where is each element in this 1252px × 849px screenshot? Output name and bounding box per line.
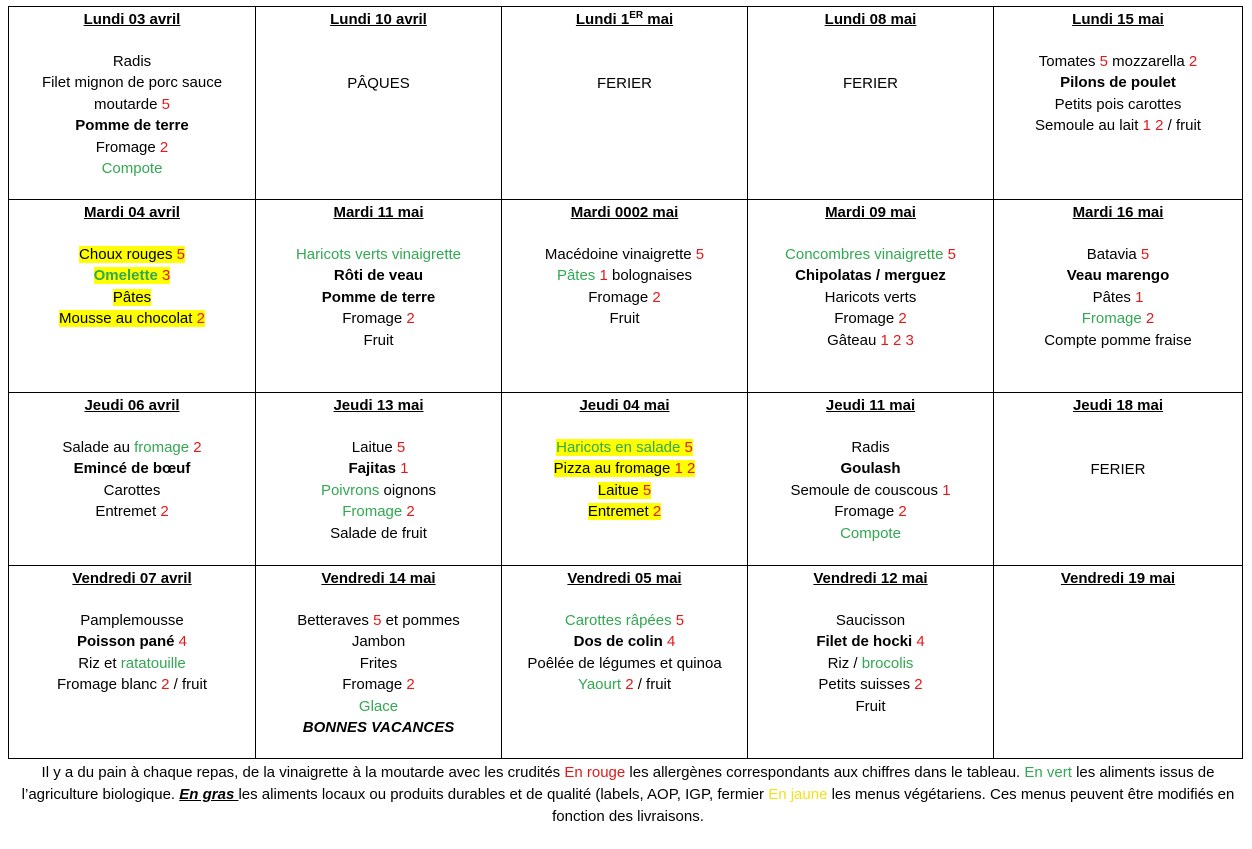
menu-item: Carottes râpées 5 bbox=[564, 611, 685, 629]
menu-cell bbox=[9, 200, 256, 393]
holiday-label: FERIER bbox=[842, 74, 898, 92]
day-heading: Mardi 11 mai bbox=[333, 204, 424, 221]
menu-item: Radis bbox=[851, 438, 890, 456]
menu-item: Batavia 5 bbox=[1086, 245, 1150, 263]
menu-cell bbox=[748, 200, 994, 393]
menu-item: Riz et ratatouille bbox=[78, 654, 186, 672]
menu-cell bbox=[994, 200, 1243, 393]
menu-item: Fromage blanc 2 / fruit bbox=[56, 676, 208, 693]
menu-item: Choux rouges 5 bbox=[79, 245, 185, 263]
menu-item: Laitue 5 bbox=[597, 481, 652, 499]
menu-item: Fromage 2 bbox=[95, 138, 169, 156]
day-heading: Jeudi 18 mai bbox=[1072, 397, 1164, 414]
menu-item: Fruit bbox=[363, 331, 394, 349]
menu-item: Haricots verts bbox=[824, 288, 917, 306]
day-heading: Mardi 09 mai bbox=[825, 204, 916, 221]
day-heading: Vendredi 19 mai bbox=[1060, 570, 1176, 587]
menu-item: moutarde 5 bbox=[94, 95, 170, 113]
menu-item: Fromage 2 bbox=[588, 288, 661, 306]
menu-item: Compote bbox=[840, 524, 901, 542]
menu-row-jeudi bbox=[9, 393, 1243, 566]
menu-item: Compte pomme fraise bbox=[1044, 331, 1192, 349]
menu-item: Betteraves 5 et pommes bbox=[297, 611, 460, 629]
day-heading: Vendredi 14 mai bbox=[321, 570, 436, 587]
menu-cell bbox=[256, 200, 502, 393]
menu-cell bbox=[502, 393, 748, 566]
day-heading: Jeudi 13 mai bbox=[333, 397, 424, 414]
day-heading: Jeudi 06 avril bbox=[84, 397, 180, 414]
menu-cell bbox=[748, 566, 994, 759]
menu-item: Filet mignon de porc sauce bbox=[41, 74, 223, 91]
menu-item: Semoule au lait 1 2 / fruit bbox=[1035, 117, 1201, 134]
menu-item: Glace bbox=[358, 697, 399, 715]
menu-cell bbox=[9, 7, 256, 200]
menu-item: Fromage 2 bbox=[834, 310, 907, 327]
menu-cell bbox=[502, 566, 748, 759]
menu-item: Petits suisses 2 bbox=[818, 676, 923, 693]
menu-item: Frites bbox=[359, 654, 398, 672]
menu-cell bbox=[748, 393, 994, 566]
menu-item: Entremet 2 bbox=[95, 503, 169, 520]
menu-item: Salade au fromage 2 bbox=[62, 438, 202, 456]
menu-item: Saucisson bbox=[835, 611, 906, 629]
legend-yellow: En jaune bbox=[768, 786, 828, 803]
menu-item: Goulash bbox=[840, 460, 901, 477]
day-heading: Mardi 04 avril bbox=[84, 204, 180, 221]
allergen-code: 5 bbox=[161, 95, 170, 113]
holiday-label: FERIER bbox=[596, 74, 652, 92]
menu-item: Petits pois carottes bbox=[1054, 95, 1182, 113]
menu-cell bbox=[9, 393, 256, 566]
menu-item: Carottes bbox=[103, 481, 161, 499]
holiday-label: FERIER bbox=[1090, 460, 1146, 478]
menu-item: Fromage 2 bbox=[342, 310, 415, 327]
menu-cell bbox=[256, 7, 502, 200]
menu-item: Fruit bbox=[609, 310, 640, 327]
menu-item: Mousse au chocolat 2 bbox=[59, 310, 205, 327]
menu-item: Yaourt 2 / fruit bbox=[577, 676, 672, 693]
day-heading: Vendredi 12 mai bbox=[813, 570, 928, 587]
menu-cell bbox=[994, 566, 1243, 759]
menu-row-mardi bbox=[9, 200, 1243, 393]
menu-item: Fromage 2 bbox=[342, 503, 415, 520]
menu-item: Poêlée de légumes et quinoa bbox=[527, 654, 722, 672]
menu-cell bbox=[994, 393, 1243, 566]
menu-cell bbox=[502, 7, 748, 200]
menu-row-lundi bbox=[9, 7, 1243, 200]
menu-item: Filet de hocki 4 bbox=[816, 633, 925, 650]
menu-cell bbox=[9, 566, 256, 759]
menu-row-vendredi bbox=[9, 566, 1243, 759]
menu-item: Riz / brocolis bbox=[827, 654, 914, 672]
menu-item: Fromage 2 bbox=[834, 503, 907, 520]
legend-bold: En gras bbox=[179, 786, 239, 803]
menu-item: Jambon bbox=[351, 633, 406, 650]
menu-item: Chipolatas / merguez bbox=[795, 267, 946, 284]
menu-cell bbox=[748, 7, 994, 200]
menu-item: Haricots en salade 5 bbox=[556, 438, 693, 456]
menu-item: Poisson pané 4 bbox=[76, 633, 188, 650]
menu-cell bbox=[256, 393, 502, 566]
menu-item: Pâtes 1 bolognaises bbox=[556, 267, 693, 284]
menu-cell bbox=[256, 566, 502, 759]
menu-cell bbox=[502, 200, 748, 393]
menu-item: Tomates 5 mozzarella 2 bbox=[1038, 52, 1198, 70]
day-heading: Jeudi 04 mai bbox=[579, 397, 670, 414]
holiday-label: PÂQUES bbox=[347, 74, 410, 92]
menu-item: Fruit bbox=[855, 697, 886, 715]
menu-item: Rôti de veau bbox=[333, 267, 424, 284]
menu-item: Gâteau 1 2 3 bbox=[827, 331, 914, 349]
menu-item: Fromage 2 bbox=[342, 676, 415, 693]
menu-item: Pamplemousse bbox=[80, 611, 184, 629]
menu-item: Macédoine vinaigrette 5 bbox=[544, 245, 705, 263]
menu-item: Salade de fruit bbox=[330, 524, 427, 542]
menu-item: Omelette 3 bbox=[93, 267, 171, 284]
menu-item: Pilons de poulet bbox=[1060, 74, 1176, 91]
menu-item: Dos de colin 4 bbox=[573, 633, 676, 650]
menu-item: Pomme de terre bbox=[321, 288, 436, 306]
legend-green: En vert bbox=[1024, 764, 1072, 781]
menu-item: Pâtes bbox=[112, 288, 152, 306]
menu-item: Radis bbox=[112, 52, 152, 70]
menu-item: Entremet 2 bbox=[587, 503, 662, 520]
day-heading: Mardi 0002 mai bbox=[570, 204, 679, 221]
menu-item: Concombres vinaigrette 5 bbox=[785, 245, 956, 263]
day-heading: Lundi 03 avril bbox=[83, 11, 181, 28]
day-heading: Lundi 1ER mai bbox=[575, 10, 674, 28]
day-heading: Lundi 10 avril bbox=[330, 11, 427, 28]
day-heading: Vendredi 07 avril bbox=[72, 570, 192, 587]
day-heading: Vendredi 05 mai bbox=[567, 570, 682, 587]
menu-item: Fajitas 1 bbox=[348, 460, 409, 477]
day-heading: Mardi 16 mai bbox=[1072, 204, 1164, 221]
menu-table bbox=[8, 6, 1243, 759]
allergen-code: 2 bbox=[159, 138, 169, 156]
menu-item: Pomme de terre bbox=[75, 117, 189, 134]
menu-item: Haricots verts vinaigrette bbox=[295, 245, 462, 263]
menu-item: Poivrons oignons bbox=[320, 481, 437, 499]
menu-cell bbox=[994, 7, 1243, 200]
menu-item: Veau marengo bbox=[1066, 267, 1170, 284]
legend-note: Il y a du pain à chaque repas, de la vinaigrette à la moutarde avec les crudités En rouge les allergènes correspondants aux chiffres dans le tableau. En vert les aliments issus de l’agriculture biologique. En gras les aliments locaux ou produits durables et de qualité (labels, AOP, IGP, fermier En jaune les menus végétariens. Ces menus peuvent être modifiés en fonction des livraisons. bbox=[21, 764, 1235, 825]
menu-item: Compote bbox=[101, 160, 163, 177]
menu-item: Pizza au fromage 1 2 bbox=[553, 460, 696, 477]
menu-item: Fromage 2 bbox=[1081, 310, 1155, 327]
holiday-message: BONNES VACANCES bbox=[302, 719, 455, 736]
menu-item: Emincé de bœuf bbox=[73, 460, 191, 477]
legend-red: En rouge bbox=[564, 764, 626, 781]
day-heading: Lundi 15 mai bbox=[1072, 11, 1164, 28]
menu-item: Semoule de couscous 1 bbox=[790, 481, 951, 499]
day-heading: Lundi 08 mai bbox=[824, 11, 917, 28]
day-heading: Jeudi 11 mai bbox=[825, 397, 916, 414]
menu-item: Pâtes 1 bbox=[1092, 288, 1144, 306]
menu-item: Laitue 5 bbox=[351, 438, 406, 456]
